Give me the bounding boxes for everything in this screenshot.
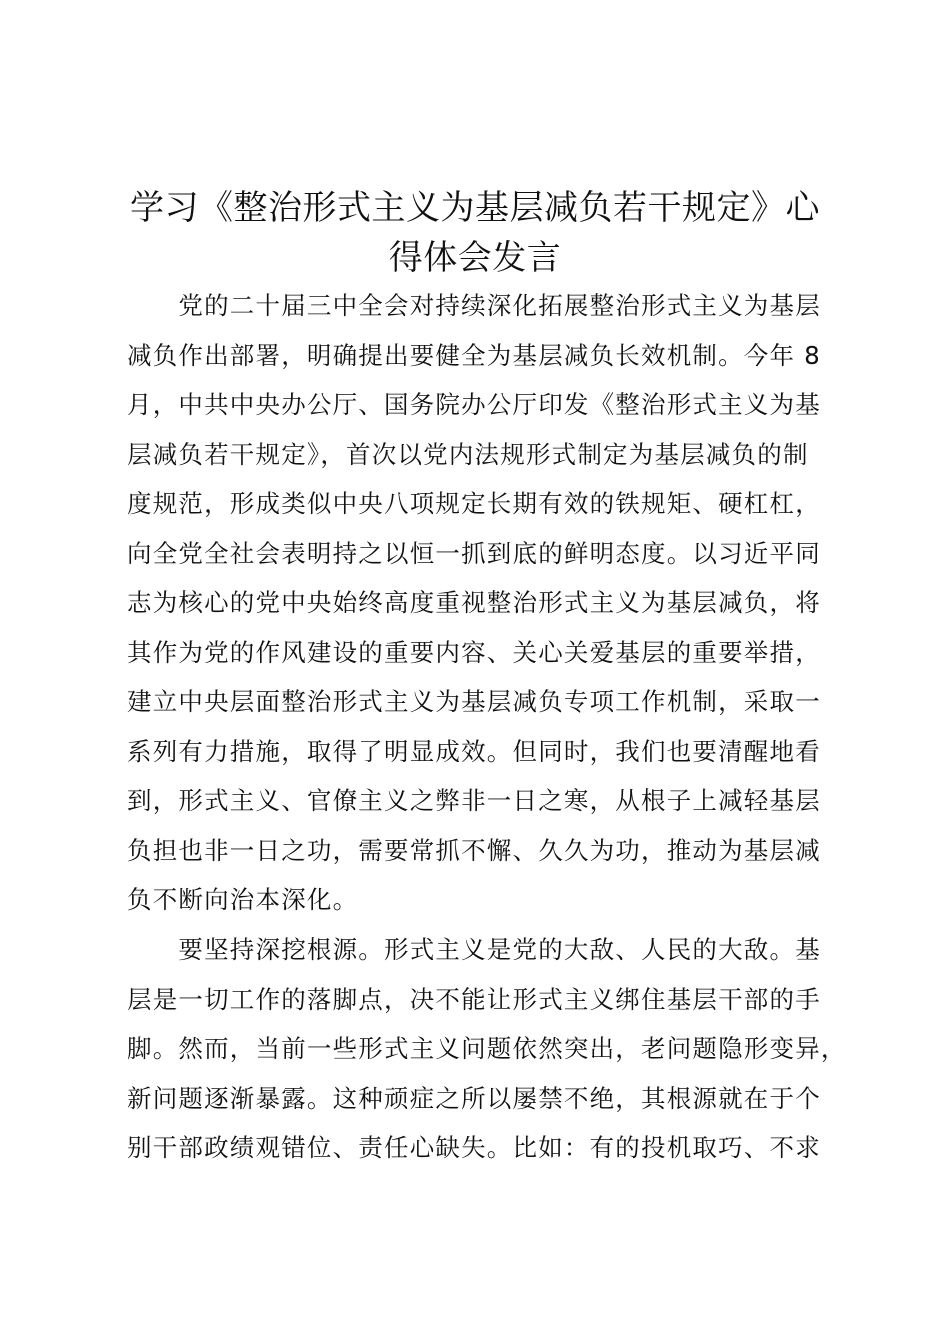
paragraph-1-line: 层减负若干规定》，首次以党内法规形式制定为基层减负的制 bbox=[127, 439, 809, 469]
paragraph-2 bbox=[127, 925, 847, 1173]
paragraph-1-line: 党的二十届三中全会对持续深化拓展整治形式主义为基层 bbox=[127, 291, 821, 320]
paragraph-1-line: 负不断向治本深化。 bbox=[127, 885, 359, 914]
paragraph-1-line: 到，形式主义、官僚主义之弊非一日之寒，从根子上减轻基层 bbox=[127, 786, 821, 815]
paragraph-1-line: 志为核心的党中央始终高度重视整治形式主义为基层减负，将 bbox=[127, 588, 821, 617]
paragraph-2-line: 脚。然而，当前一些形式主义问题依然突出，老问题隐形变异， bbox=[127, 1034, 847, 1063]
paragraph-1-line: 其作为党的作风建设的重要内容、关心关爱基层的重要举措， bbox=[127, 637, 821, 667]
document-title-line-2: 得体会发言 bbox=[388, 238, 562, 278]
paragraph-1-line: 建立中央层面整治形式主义为基层减负专项工作机制，采取一 bbox=[127, 687, 821, 716]
paragraph-2-line: 新问题逐渐暴露。这种顽症之所以屡禁不绝，其根源就在于个 bbox=[127, 1083, 821, 1113]
paragraph-2-line: 别干部政绩观错位、责任心缺失。比如：有的投机取巧、不求 bbox=[127, 1133, 821, 1162]
paragraph-1-line: 向全党全社会表明持之以恒一抓到底的鲜明态度。以习近平同 bbox=[127, 538, 821, 568]
paragraph-2-line: 要坚持深挖根源。形式主义是党的大敌、人民的大敌。基 bbox=[127, 935, 821, 964]
document-title-line-1: 学习《整治形式主义为基层减负若干规定》心 bbox=[130, 188, 820, 228]
paragraph-1 bbox=[127, 281, 821, 925]
paragraph-1-line: 负担也非一日之功，需要常抓不懈、久久为功，推动为基层减 bbox=[127, 835, 821, 865]
paragraph-2-line: 层是一切工作的落脚点，决不能让形式主义绑住基层干部的手 bbox=[127, 984, 821, 1014]
paragraph-1-line: 度规范，形成类似中央八项规定长期有效的铁规矩、硬杠杠， bbox=[127, 489, 821, 518]
paragraph-1-line: 减负作出部署，明确提出要健全为基层减负长效机制。今年 8 bbox=[127, 340, 821, 370]
paragraph-1-line: 系列有力措施，取得了明显成效。但同时，我们也要清醒地看 bbox=[127, 736, 821, 766]
paragraph-1-line: 月，中共中央办公厅、国务院办公厅印发《整治形式主义为基 bbox=[127, 390, 821, 419]
